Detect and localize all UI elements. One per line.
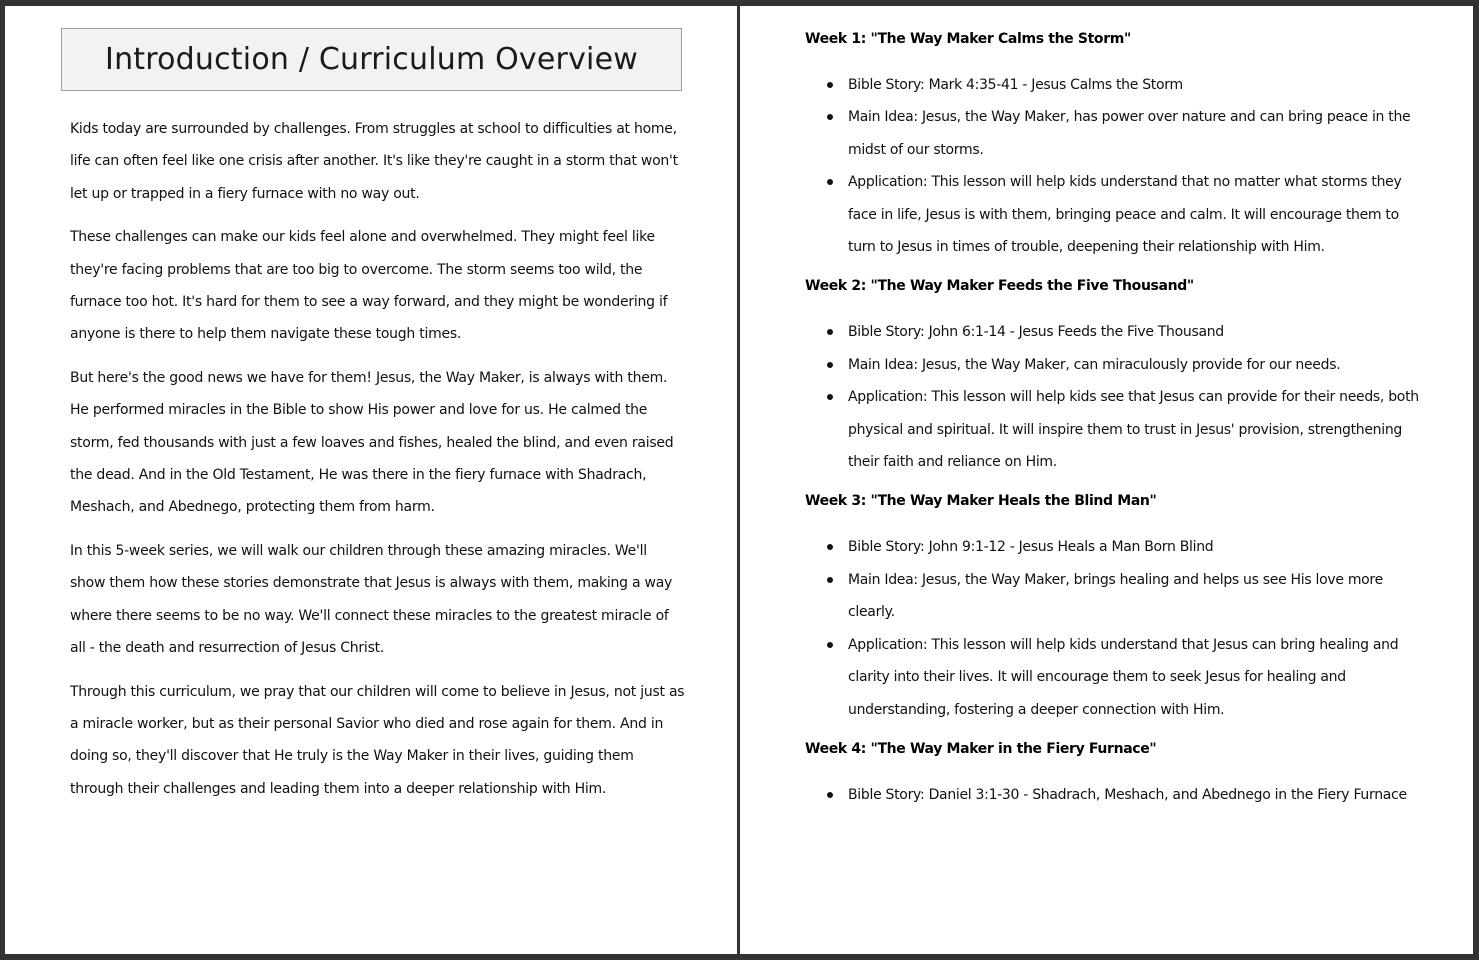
main-idea-text: Main Idea: Jesus, the Way Maker, can miraculously provide for our needs. — [848, 356, 1341, 373]
bullet-icon — [827, 179, 833, 185]
list-item — [805, 69, 1425, 101]
title-box — [61, 28, 682, 91]
list-item — [805, 349, 1425, 381]
right-page — [740, 6, 1473, 954]
bullet-icon — [827, 394, 833, 400]
application-text: Application: This lesson will help kids understand that no matter what storms they face in life, Jesus is with them, bringing peace and calm. It will encourage them to turn to Jesus in times of trouble, deepening their relationship with Him. — [848, 174, 1402, 256]
weekly-lessons — [805, 26, 1425, 821]
list-item — [805, 564, 1425, 629]
bible-story-text: Bible Story: Mark 4:35-41 - Jesus Calms the Storm — [848, 77, 1183, 93]
bullet-icon — [827, 577, 833, 583]
week-4-heading: Week 4: "The Way Maker in the Fiery Furnace" — [805, 740, 1157, 757]
intro-paragraph: Through this curriculum, we pray that our children will come to believe in Jesus, not just as a miracle worker, but as their personal Savior who died and rose again for them. And in doing so, they'll discover that He truly is the Way Maker in their lives, guiding them through their challenges and leading them into a deeper relationship with Him. — [70, 683, 685, 797]
week-3-heading: Week 3: "The Way Maker Heals the Blind Man" — [805, 493, 1157, 510]
bible-story-text: Bible Story: John 6:1-14 - Jesus Feeds the Five Thousand — [848, 324, 1224, 341]
week-2-heading: Week 2: "The Way Maker Feeds the Five Thousand" — [805, 278, 1194, 295]
application-text: Application: This lesson will help kids see that Jesus can provide for their needs, both physical and spiritual. It will inspire them to trust in Jesus' provision, strengthening their faith and reliance on Him. — [848, 389, 1419, 471]
intro-paragraph: These challenges can make our kids feel alone and overwhelmed. They might feel like they're facing problems that are too big to overcome. The storm seems too wild, the furnace too hot. It's hard for them to see a way forward, and they might be wondering if anyone is there to help them navigate these tough times. — [70, 229, 668, 343]
intro-paragraph: In this 5-week series, we will walk our children through these amazing miracles. We'll show them how these stories demonstrate that Jesus is always with them, making a way where there seems to be no way. We'll connect these miracles to the greatest miracle of all - the death and resurrection of Jesus Christ. — [70, 542, 673, 657]
bible-story-text: Bible Story: John 9:1-12 - Jesus Heals a Man Born Blind — [848, 539, 1214, 556]
bullet-icon — [827, 362, 833, 368]
week-1-heading: Week 1: "The Way Maker Calms the Storm" — [805, 31, 1131, 47]
list-item — [805, 381, 1425, 478]
list-item — [805, 166, 1425, 263]
bullet-icon — [827, 82, 833, 88]
bullet-icon — [827, 114, 833, 120]
bullet-icon — [827, 642, 833, 648]
bullet-icon — [827, 329, 833, 335]
bullet-icon — [827, 544, 833, 550]
main-idea-text: Main Idea: Jesus, the Way Maker, has power over nature and can bring peace in the midst of our storms. — [848, 109, 1411, 158]
bullet-icon — [827, 792, 833, 798]
intro-paragraph: But here's the good news we have for them! Jesus, the Way Maker, is always with them. He performed miracles in the Bible to show His power and love for us. He calmed the storm, fed thousands with just a few loaves and fishes, healed the blind, and even raised the dead. And in the Old Testament, He was there in the fiery furnace with Shadrach, Meshach, and Abednego, protecting them from harm. — [70, 369, 674, 516]
week-4-list — [805, 779, 1425, 811]
list-item — [805, 101, 1425, 166]
list-item — [805, 779, 1425, 811]
week-3-list — [805, 531, 1425, 725]
left-page — [5, 6, 737, 954]
list-item — [805, 531, 1425, 563]
week-2-list — [805, 316, 1425, 478]
week-1-list — [805, 69, 1425, 263]
page-title: Introduction / Curriculum Overview — [105, 42, 638, 77]
list-item — [805, 629, 1425, 726]
main-idea-text: Main Idea: Jesus, the Way Maker, brings healing and helps us see His love more clearly. — [848, 571, 1383, 621]
application-text: Application: This lesson will help kids understand that Jesus can bring healing and clarity into their lives. It will encourage them to seek Jesus for healing and understanding, fostering a deeper connection with Him. — [848, 636, 1399, 718]
bible-story-text: Bible Story: Daniel 3:1-30 - Shadrach, Meshach, and Abednego in the Fiery Furnace — [848, 786, 1407, 803]
intro-paragraph: Kids today are surrounded by challenges. From struggles at school to difficulties at home, life can often feel like one crisis after another. It's like they're caught in a storm that won't let up or trapped in a fiery furnace with no way out. — [70, 121, 678, 202]
introduction-body — [70, 113, 685, 816]
list-item — [805, 316, 1425, 348]
